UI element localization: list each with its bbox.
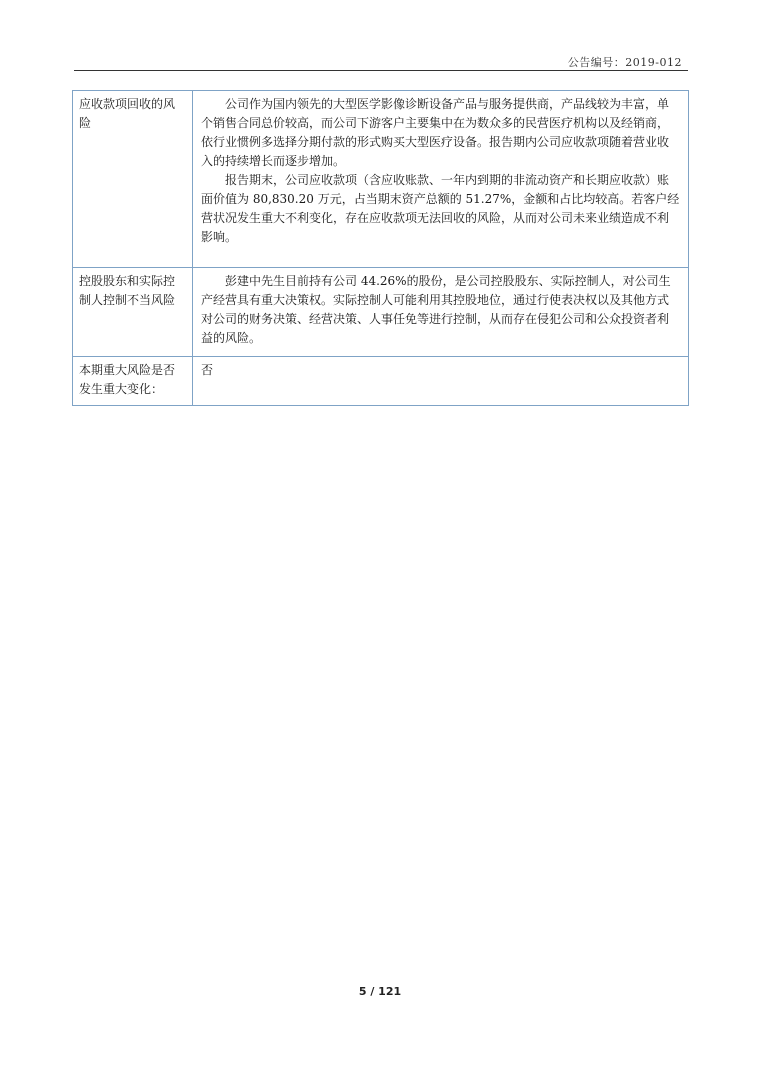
risk-table: [72, 90, 689, 406]
table-row: [73, 91, 689, 268]
risk-label-receivables: 应收款项回收的风险: [73, 91, 193, 268]
announcement-code: 公告编号：2019-012: [567, 56, 682, 69]
risk-description-receivables: [193, 91, 689, 268]
header-divider: [74, 70, 688, 71]
risk-change-question: 本期重大风险是否发生重大变化：: [73, 357, 193, 406]
risk-paragraph: 公司作为国内领先的大型医学影像诊断设备产品与服务提供商，产品线较为丰富，单个销售合同总价较高，而公司下游客户主要集中在为数众多的民营医疗机构以及经销商，依行业惯例多选择分期付款的形式购买大型医疗设备。报告期内公司应收款项随着营业收入的持续增长而逐步增加。: [201, 97, 670, 168]
risk-description-controller: [193, 268, 689, 357]
table-row: [73, 357, 689, 406]
risk-change-answer: 否: [193, 357, 689, 406]
risk-paragraph: 报告期末，公司应收款项（含应收账款、一年内到期的非流动资产和长期应收款）账面价值为 80,830.20 万元，占当期末资产总额的 51.27%，金额和占比均较高。若客户经营状况发生重大不利变化，存在应收款项无法回收的风险，从而对公司未来业绩造成不利影响。: [201, 173, 680, 244]
risk-paragraph: 彭建中先生目前持有公司 44.26%的股份，是公司控股股东、实际控制人，对公司生产经营具有重大决策权。实际控制人可能利用其控股地位，通过行使表决权以及其他方式对公司的财务决策、经营决策、人事任免等进行控制，从而存在侵犯公司和公众投资者利益的风险。: [201, 274, 671, 345]
table-row: [73, 268, 689, 357]
page-number: 5 / 121: [358, 985, 402, 998]
risk-label-controller: 控股股东和实际控制人控制不当风险: [73, 268, 193, 357]
